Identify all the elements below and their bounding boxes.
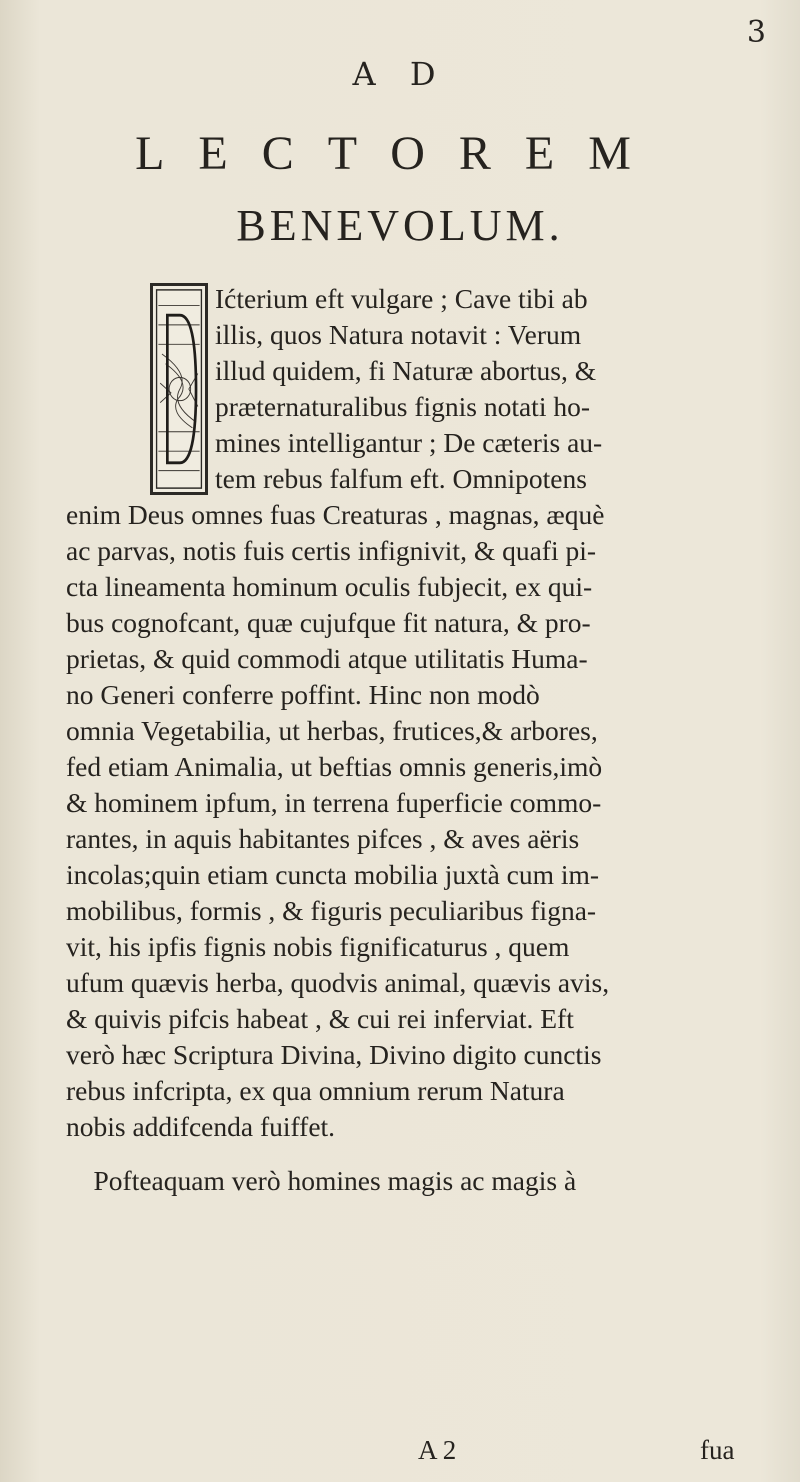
text-line: illud quidem, fi Naturæ abortus, &: [215, 355, 597, 386]
text-line: & quivis pifcis habeat , & cui rei inferviat. Eft: [66, 1003, 574, 1034]
text-line: incolas;quin etiam cuncta mobilia juxtà cum im-: [66, 859, 600, 890]
text-line: prietas, & quid commodi atque utilitatis Huma-: [66, 643, 588, 674]
text-line: mobilibus, formis , & figuris peculiaribus figna-: [66, 895, 597, 926]
text-line: præternaturalibus fignis notati ho-: [215, 391, 590, 422]
text-line: mines intelligantur ; De cæteris au-: [215, 427, 603, 458]
page-number: 3: [746, 15, 766, 50]
heading-ad: A D: [352, 55, 448, 93]
text-line: fed etiam Animalia, ut beftias omnis generis,imò: [66, 751, 603, 782]
text-line: ufum quævis herba, quodvis animal, quævis avis,: [66, 967, 610, 998]
text-line: bus cognofcant, quæ cujufque fit natura, & pro-: [66, 607, 591, 638]
text-line: verò hæc Scriptura Divina, Divino digito cunctis: [66, 1039, 602, 1070]
decorated-initial-D-icon: [150, 283, 208, 495]
text-line: enim Deus omnes fuas Creaturas , magnas, æquè: [66, 499, 605, 530]
text-line: vit, his ipfis fignis nobis fignificaturus , quem: [66, 931, 570, 962]
text-line: ac parvas, notis fuis certis infignivit, & quafi pi-: [66, 535, 597, 566]
text-line: rantes, in aquis habitantes pifces , & aves aëris: [66, 823, 580, 854]
heading-benevolum: BENEVOLUM.: [236, 201, 564, 250]
text-line: no Generi conferre poffint. Hinc non modò: [66, 679, 540, 710]
heading-lectorem: LECTOREM: [135, 127, 665, 180]
signature-mark: A 2: [418, 1435, 457, 1465]
text-line: tem rebus falfum eft. Omnipotens: [215, 463, 587, 494]
text-line: rebus infcripta, ex qua omnium rerum Natura: [66, 1075, 565, 1106]
text-line: nobis addifcenda fuiffet.: [66, 1111, 336, 1142]
text-line: omnia Vegetabilia, ut herbas, frutices,& arbores,: [66, 715, 598, 746]
catchword: fua: [700, 1435, 735, 1465]
text-line: illis, quos Natura notavit : Verum: [215, 319, 582, 350]
text-line: Ićterium eft vulgare ; Cave tibi ab: [215, 283, 588, 314]
text-line: & hominem ipfum, in terrena fuperficie commo-: [66, 787, 602, 818]
text-line: Pofteaquam verò homines magis ac magis à: [66, 1165, 577, 1196]
text-line: cta lineamenta hominum oculis fubjecit, ex qui-: [66, 571, 593, 602]
